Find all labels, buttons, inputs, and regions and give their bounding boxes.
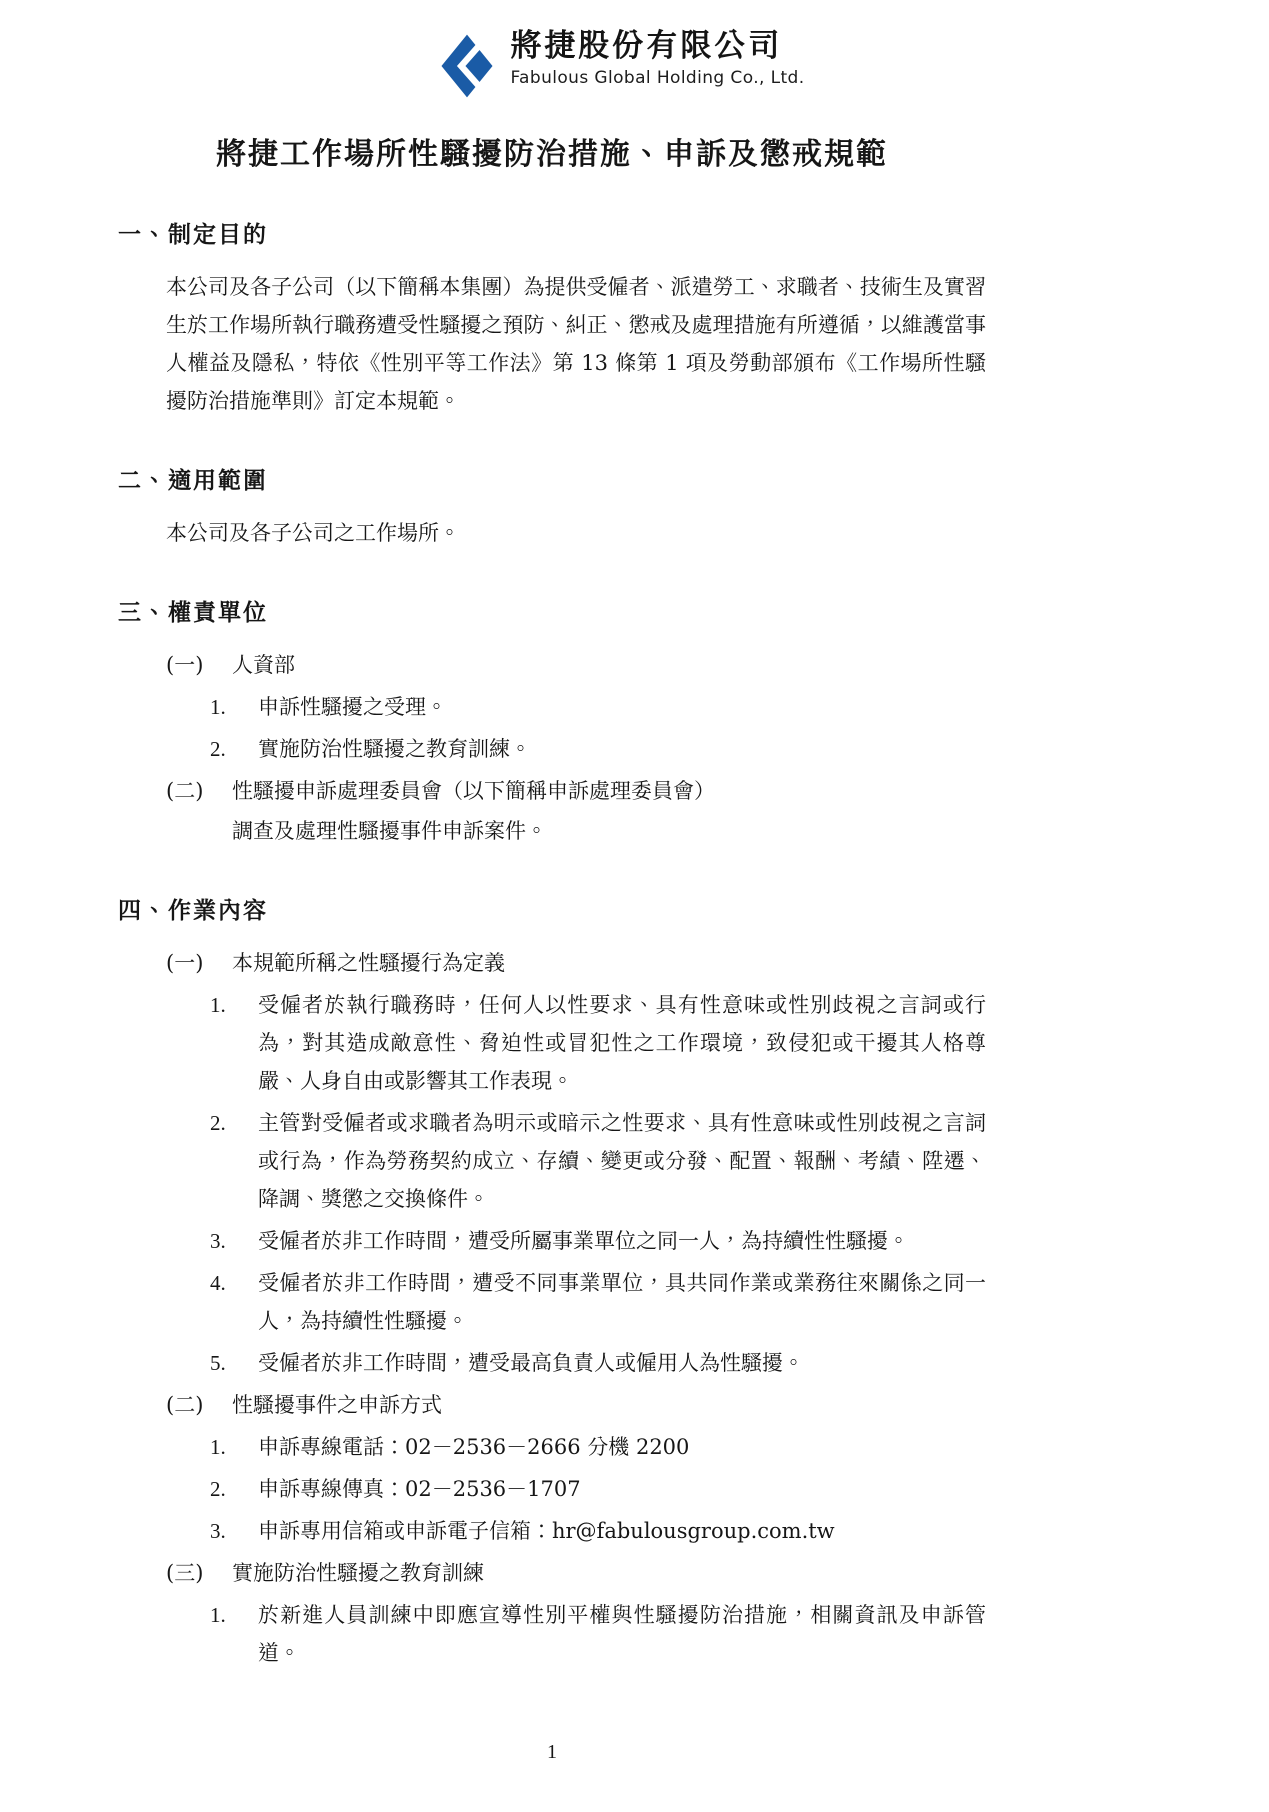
list-subitem-text: 受僱者於執行職務時，任何人以性要求、具有性意味或性別歧視之言詞或行為，對其造成敵意性、脅迫性或冒犯性之工作環境，致侵犯或干擾其人格尊嚴、人身自由或影響其工作表現。 xyxy=(258,993,986,1093)
list-item-text: 人資部 xyxy=(232,653,295,677)
section-heading-3-responsible-units: 三、權責單位 xyxy=(118,599,268,626)
list-subitem xyxy=(210,730,986,768)
list-item-text: 性騷擾事件之申訴方式 xyxy=(232,1393,442,1417)
company-name-zh: 將捷股份有限公司 xyxy=(510,28,783,64)
list-item-text: 性騷擾申訴處理委員會（以下簡稱申訴處理委員會） xyxy=(232,779,715,803)
company-logo-group xyxy=(438,26,804,102)
list-item xyxy=(166,1386,986,1424)
section-heading-2-scope: 二、適用範圍 xyxy=(118,467,268,494)
list-item-label: (一) xyxy=(166,951,204,975)
list-subitem-text: 實施防治性騷擾之教育訓練。 xyxy=(258,737,531,761)
list-subitem-number: 1. xyxy=(210,1435,226,1459)
list-subitem-number: 3. xyxy=(210,1229,226,1253)
list-subitem-number: 1. xyxy=(210,993,226,1017)
list-subitem xyxy=(210,1264,986,1340)
list-subitem xyxy=(210,1512,986,1550)
list-subitem xyxy=(210,1428,986,1466)
list-subitem xyxy=(210,1470,986,1508)
complaint-fax-number: 申訴專線傳真：02－2536－1707 xyxy=(258,1477,581,1501)
complaint-email-address: 申訴專用信箱或申訴電子信箱：hr@fabulousgroup.com.tw xyxy=(258,1519,835,1543)
company-name-block xyxy=(510,26,804,88)
company-name-en: Fabulous Global Holding Co., Ltd. xyxy=(510,68,805,88)
list-item xyxy=(166,1554,986,1592)
list-subitem-text: 主管對受僱者或求職者為明示或暗示之性要求、具有性意味或性別歧視之言詞或行為，作為勞務契約成立、存續、變更或分發、配置、報酬、考績、陞遷、降調、獎懲之交換條件。 xyxy=(258,1111,986,1211)
list-subitem-number: 1. xyxy=(210,1603,226,1627)
section-heading-4-procedures: 四、作業內容 xyxy=(118,897,268,924)
list-item-label: (二) xyxy=(166,779,204,803)
list-item-text: 本規範所稱之性騷擾行為定義 xyxy=(232,951,505,975)
list-subitem xyxy=(210,688,986,726)
list-subitem-number: 3. xyxy=(210,1519,226,1543)
list-item xyxy=(166,772,986,810)
complaint-hotline-phone: 申訴專線電話：02－2536－2666 分機 2200 xyxy=(258,1435,690,1459)
list-item-label: (三) xyxy=(166,1561,204,1585)
list-item-text: 實施防治性騷擾之教育訓練 xyxy=(232,1561,484,1585)
list-item-note: 調查及處理性騷擾事件申訴案件。 xyxy=(232,819,547,843)
list-subitem-text: 申訴性騷擾之受理。 xyxy=(258,695,447,719)
list-subitem-text: 於新進人員訓練中即應宣導性別平權與性騷擾防治措施，相關資訊及申訴管道。 xyxy=(258,1603,986,1665)
list-item xyxy=(166,944,986,982)
list-subitem-number: 4. xyxy=(210,1271,226,1295)
list-subitem-number: 1. xyxy=(210,695,226,719)
list-subitem-number: 2. xyxy=(210,1111,226,1135)
company-logo-diamond-icon xyxy=(438,30,496,102)
document-title: 將捷工作場所性騷擾防治措施、申訴及懲戒規範 xyxy=(216,137,888,172)
list-subitem-text: 受僱者於非工作時間，遭受所屬事業單位之同一人，為持續性性騷擾。 xyxy=(258,1229,909,1253)
list-subitem xyxy=(210,986,986,1100)
list-subitem-text: 受僱者於非工作時間，遭受不同事業單位，具共同作業或業務往來關係之同一人，為持續性性騷擾。 xyxy=(258,1271,986,1333)
list-subitem-text: 受僱者於非工作時間，遭受最高負責人或僱用人為性騷擾。 xyxy=(258,1351,804,1375)
section-heading-1-purpose: 一、制定目的 xyxy=(118,221,268,248)
list-item xyxy=(166,646,986,684)
page-number: 1 xyxy=(547,1741,557,1763)
list-subitem xyxy=(210,1104,986,1218)
section-1-paragraph: 本公司及各子公司（以下簡稱本集團）為提供受僱者、派遣勞工、求職者、技術生及實習生於工作場所執行職務遭受性騷擾之預防、糾正、懲戒及處理措施有所遵循，以維護當事人權益及隱私，特依《性別平等工作法》第 13 條第 1 項及勞動部頒布《工作場所性騷擾防治措施準則》訂定本規範。 xyxy=(166,275,986,413)
document-body xyxy=(118,136,986,1672)
list-item-label: (二) xyxy=(166,1393,204,1417)
list-subitem-number: 2. xyxy=(210,1477,226,1501)
company-letterhead xyxy=(0,0,1243,102)
list-subitem xyxy=(210,1222,986,1260)
list-subitem-number: 2. xyxy=(210,737,226,761)
section-2-paragraph: 本公司及各子公司之工作場所。 xyxy=(166,521,460,545)
list-subitem-number: 5. xyxy=(210,1351,226,1375)
list-subitem xyxy=(210,1596,986,1672)
list-subitem xyxy=(210,1344,986,1382)
list-item-label: (一) xyxy=(166,653,204,677)
